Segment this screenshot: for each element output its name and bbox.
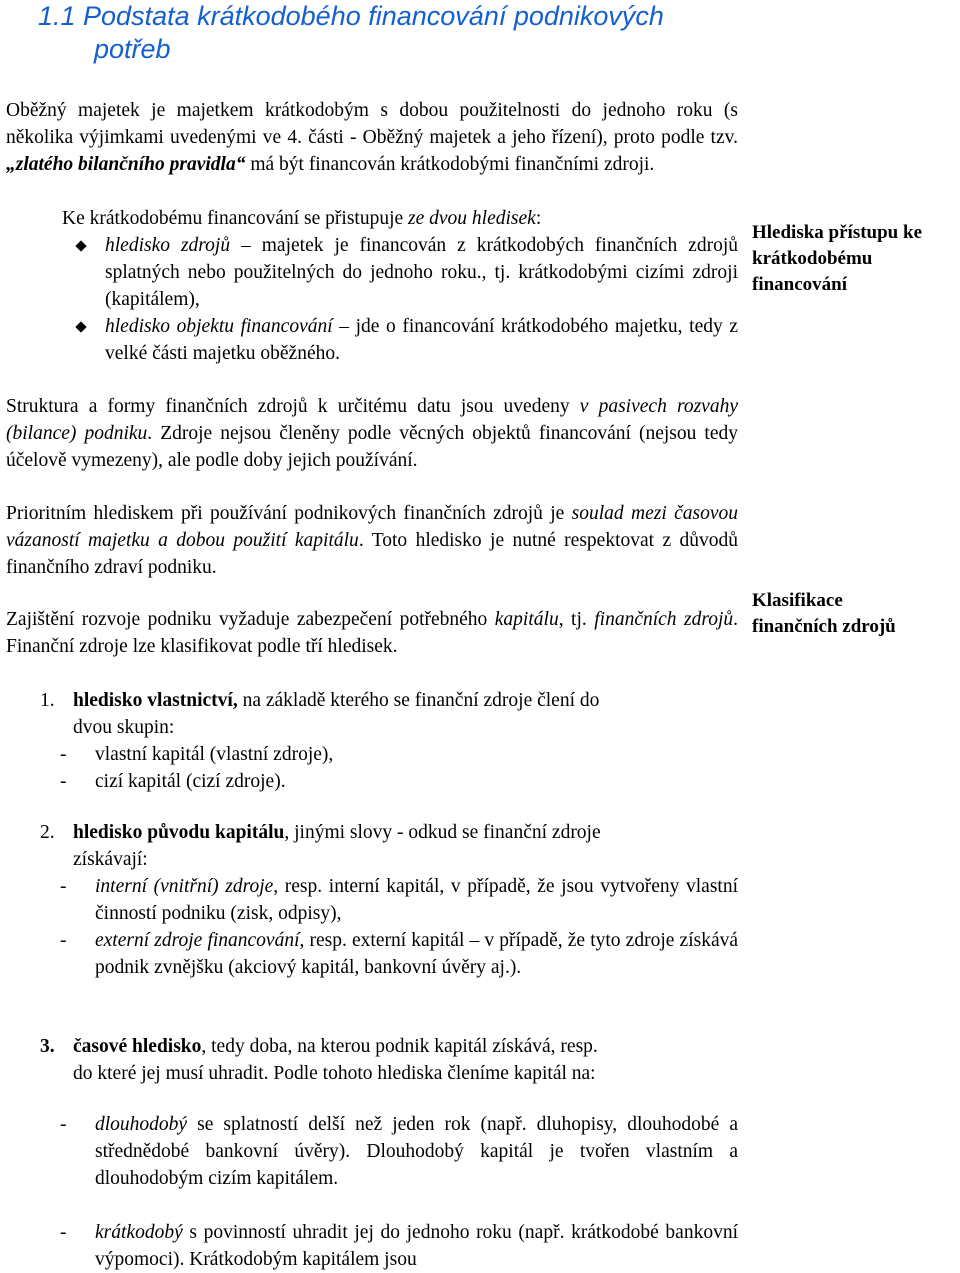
heading-line-1: 1.1 Podstata krátkodobého financování podnikových [38,1,664,31]
heading-line-2: potřeb [94,34,171,64]
list-item: - dlouhodobý se splatností delší než jeden rok (např. dluhopisy, dlouhodobé a střednědobé bankovní úvěry). Dlouhodobý kapitál je tvořen vlastním a dlouhodobým cizím kapitálem. [60,1114,738,1189]
classification-item-1: 1. hledisko vlastnictví, na základě kterého se finanční zdroje člení do dvou skupin: [40,687,738,741]
item-number: 3. [40,1036,55,1057]
diamond-bullet-icon [75,321,86,332]
margin-note-hlediska: Hlediska přístupu ke krátkodobému financování [752,222,922,295]
list-item: - cizí kapitál (cizí zdroje). [60,771,286,792]
dash-list-puvod [60,873,738,981]
classification-item-3: 3. časové hledisko, tedy doba, na kterou podnik kapitál získává, resp. do které jej musí uhradit. Podle tohoto hlediska členíme kapitál na: [40,1033,738,1087]
paragraph-dve-hlediska: Ke krátkodobému financování se přistupuje ze dvou hledisek: [62,208,542,229]
item-number: 2. [40,822,55,843]
section-heading [38,0,758,66]
list-item: - externí zdroje financování, resp. externí kapitál – v případě, že tyto zdroje získává podnik zvnějšku (akciový kapitál, bankovní úvěry aj.). [60,930,739,978]
bullet-item: hledisko objektu financování – jde o financování krátkodobého majetku, tedy z velké části majetku oběžného. [105,313,738,367]
margin-note-klasifikace: Klasifikace finančních zdrojů [752,590,896,637]
classification-item-2: 2. hledisko původu kapitálu, jinými slovy - odkud se finanční zdroje získávají: [40,819,738,873]
paragraph-oberzny-majetek: Oběžný majetek je majetkem krátkodobým s dobou použitelnosti do jednoho roku (s několika výjimkami uvedenými ve 4. části - Oběžný majetek a jeho řízení), proto podle tzv. „zlatého bilančního pravidla“ má být financován krátkodobými finančními zdroji. [6,100,738,175]
item-number: 1. [40,690,55,711]
bullet-list-hlediska [105,232,738,367]
paragraph-prioritni-hledisko: Prioritním hlediskem při používání podnikových finančních zdrojů je soulad mezi časovou vázaností majetku a dobou použití kapitálu. Toto hledisko je nutné respektovat z důvodů finančního zdraví podniku. [6,503,738,578]
dash-list-casove [60,1111,738,1273]
zlate-pravidlo-emphasis: „zlatého bilančního pravidla“ [6,154,246,175]
list-item: - krátkodobý s povinností uhradit jej do jednoho roku (např. krátkodobé bankovní výpomoci). Krátkodobým kapitálem jsou [60,1222,738,1270]
paragraph-zajisteni-rozvoje: Zajištění rozvoje podniku vyžaduje zabezpečení potřebného kapitálu, tj. finančních zdrojů. Finanční zdroje lze klasifikovat podle tří hledisek. [6,609,739,657]
list-item: - interní (vnitřní) zdroje, resp. interní kapitál, v případě, že jsou vytvořeny vlastní činností podniku (zisk, odpisy), [60,876,738,924]
bullet-item: hledisko zdrojů – majetek je financován z krátkodobých finančních zdrojů splatných nebo použitelných do jednoho roku., tj. krátkodobými cizími zdroji (kapitálem), [105,232,738,313]
diamond-bullet-icon [75,240,86,251]
paragraph-struktura: Struktura a formy finančních zdrojů k určitému datu jsou uvedeny v pasivech rozvahy (bilance) podniku. Zdroje nejsou členěny podle věcných objektů financování (nejsou tedy účelově vymezeny), ale podle doby jejich používání. [6,396,738,471]
dash-list-vlastnictvi [60,741,738,795]
list-item: - vlastní kapitál (vlastní zdroje), [60,744,334,765]
